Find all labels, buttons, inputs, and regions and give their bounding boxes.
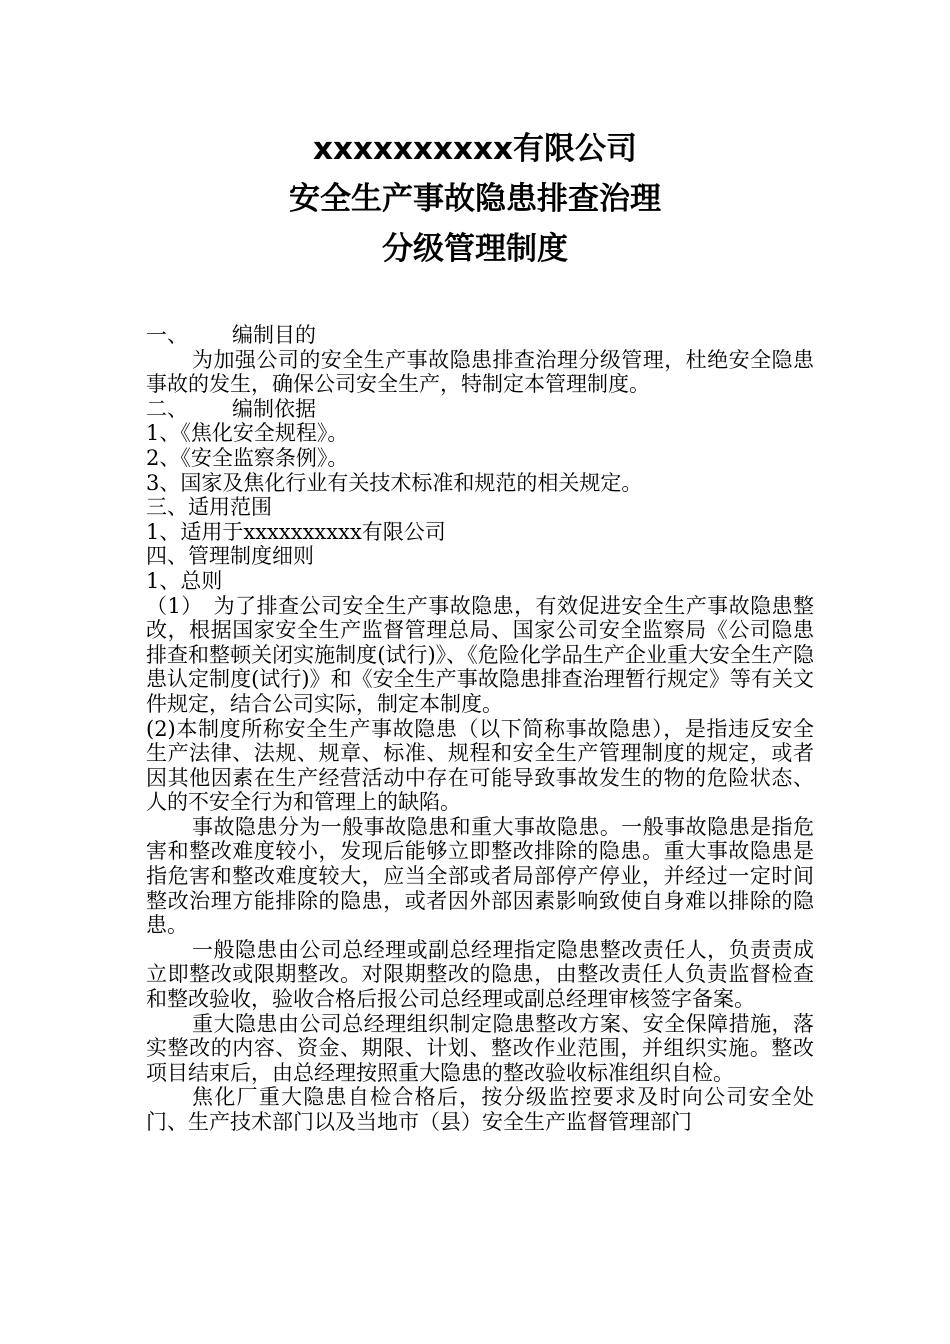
document-subtitle: 分级管理制度: [382, 231, 568, 267]
section-heading-rules: 四、管理制度细则: [146, 544, 314, 569]
document-body: [146, 323, 814, 1135]
basis-item: 3、国家及焦化行业有关技术标准和规范的相关规定。: [146, 470, 643, 495]
paragraph-major-hazards: 重大隐患由公司总经理组织制定隐患整改方案、安全保障措施，落实整改的内容、资金、期限、计划、整改作业范围，并组织实施。整改项目结束后，由总经理按照重大隐患的整改验收标准组织自检。: [146, 1011, 814, 1085]
section-heading-purpose: [146, 323, 814, 348]
basis-item: 1、《焦化安全规程》。: [146, 421, 349, 446]
rule-item-1: （1） 为了排查公司安全生产事故隐患，有效促进安全生产事故隐患整改，根据国家安全生产监督管理总局、国家公司安全监察局《公司隐患排查和整顿关闭实施制度(试行)》、《危险化学品生产企业重大安全生产隐患认定制度(试行)》和《安全生产事故隐患排查治理暂行规定》等有关文件规定，结合公司实际，制定本制度。: [146, 593, 814, 716]
document-title: 安全生产事故隐患排查治理: [289, 181, 661, 217]
company-title: xxxxxxxxxx有限公司: [313, 131, 637, 167]
subsection-heading-general: 1、总则: [146, 568, 223, 593]
paragraph-general-hazards: 一般隐患由公司总经理或副总经理指定隐患整改责任人，负责责成立即整改或限期整改。对限期整改的隐患，由整改责任人负责监督检查和整改验收，验收合格后报公司总经理或副总经理审核签字备案。: [146, 937, 814, 1012]
basis-item: 2、《安全监察条例》。: [146, 445, 349, 470]
section-title: 编制目的: [232, 323, 316, 347]
section-number: 一、: [146, 323, 188, 347]
section-heading-scope: 三、适用范围: [146, 495, 272, 520]
paragraph-purpose: 为加强公司的安全生产事故隐患排查治理分级管理，杜绝安全隐患事故的发生，确保公司安全生产，特制定本管理制度。: [146, 347, 814, 397]
paragraph-hazard-categories: 事故隐患分为一般事故隐患和重大事故隐患。一般事故隐患是指危害和整改难度较小，发现后能够立即整改排除的隐患。重大事故隐患是指危害和整改难度较大，应当全部或者局部停产停业，并经过一定时间整改治理方能排除的隐患，或者因外部因素影响致使自身难以排除的隐患。: [146, 814, 814, 938]
rule-item-2: (2)本制度所称安全生产事故隐患（以下简称事故隐患），是指违反安全生产法律、法规、规章、标准、规程和安全生产管理制度的规定，或者因其他因素在生产经营活动中存在可能导致事故发生的物的危险状态、人的不安全行为和管理上的缺陷。: [146, 716, 814, 815]
paragraph-reporting: 焦化厂重大隐患自检合格后，按分级监控要求及时向公司安全处门、生产技术部门以及当地市（县）安全生产监督管理部门: [146, 1085, 814, 1134]
section-heading-basis: [146, 397, 814, 422]
document-title-block: [0, 126, 950, 276]
scope-item: 1、适用于xxxxxxxxxx有限公司: [146, 519, 446, 544]
section-number: 二、: [146, 396, 188, 421]
section-title: 编制依据: [232, 396, 316, 421]
